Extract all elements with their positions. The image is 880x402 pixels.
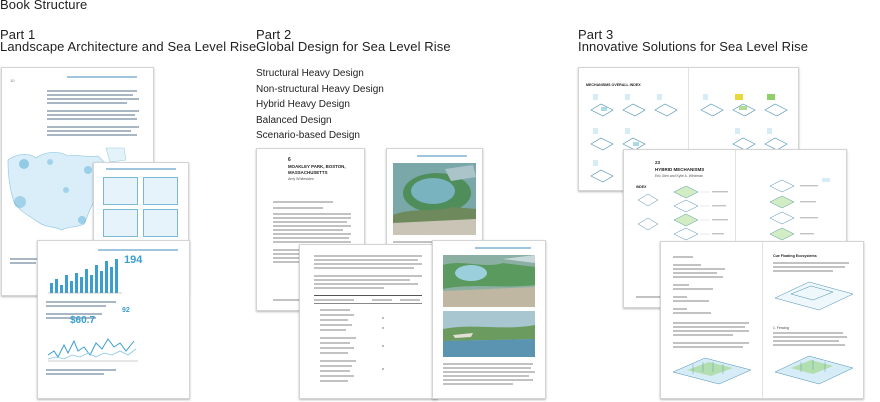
part2-design-list (256, 66, 384, 144)
page-title: Book Structure (0, 0, 88, 12)
floating-heading: Cue Floating Ecosystems (773, 254, 817, 258)
line-chart-graphic (46, 333, 146, 363)
list-item-scenario: Scenario-based Design (256, 130, 360, 141)
page-number: 10 (10, 78, 15, 83)
floating-diagram-bottom (771, 350, 857, 390)
chapter-number: 6 (288, 157, 291, 163)
stat-194: 194 (124, 254, 143, 266)
part3-label: Part 3 (578, 27, 614, 42)
list-item-balanced: Balanced Design (256, 114, 332, 126)
part2-title: Global Design for Sea Level Rise (256, 39, 451, 54)
part1-title: Landscape Architecture and Sea Level Rise (0, 39, 257, 54)
floating-subheading: 1. Fencing (773, 326, 789, 330)
part3-floating-spread (660, 241, 864, 399)
list-item-structural: Structural Heavy Design (256, 68, 364, 79)
part2-label: Part 2 (256, 27, 292, 42)
list-item-non-structural: Non-structural Heavy Design (256, 83, 384, 95)
chapter-author: Amy Whitesides (288, 177, 314, 181)
list-item-hybrid: Hybrid Heavy Design (256, 99, 350, 110)
park-photo-top (443, 255, 535, 307)
part1-chart-page (37, 240, 190, 399)
part2-park-photo-page (432, 240, 546, 399)
index-label: INDEX (636, 185, 647, 189)
part3-title: Innovative Solutions for Sea Level Rise (578, 39, 809, 54)
part2-table-page: x x x x (299, 244, 438, 399)
chapter-number: 23 (655, 160, 661, 165)
part1-label: Part 1 (0, 27, 36, 42)
floating-diagram-top (771, 276, 857, 316)
chapter-title-line1: MOAKLEY PARK, BOSTON, (288, 164, 346, 169)
stat-92: 92 (122, 307, 130, 314)
aerial-photo (393, 163, 476, 235)
index-heading: MECHANISMS OVERALL INDEX (586, 83, 641, 87)
floating-diagram-left (669, 352, 755, 388)
park-photo-bottom (443, 311, 535, 357)
chapter-title-line2: MASSACHUSETTS (288, 170, 328, 175)
stat-60-7: $60.7 (70, 315, 96, 326)
hybrid-heading: HYBRID MECHANISMS (655, 167, 705, 172)
hybrid-authors: Eric Glen and Kylie A. Wineman (655, 174, 704, 178)
